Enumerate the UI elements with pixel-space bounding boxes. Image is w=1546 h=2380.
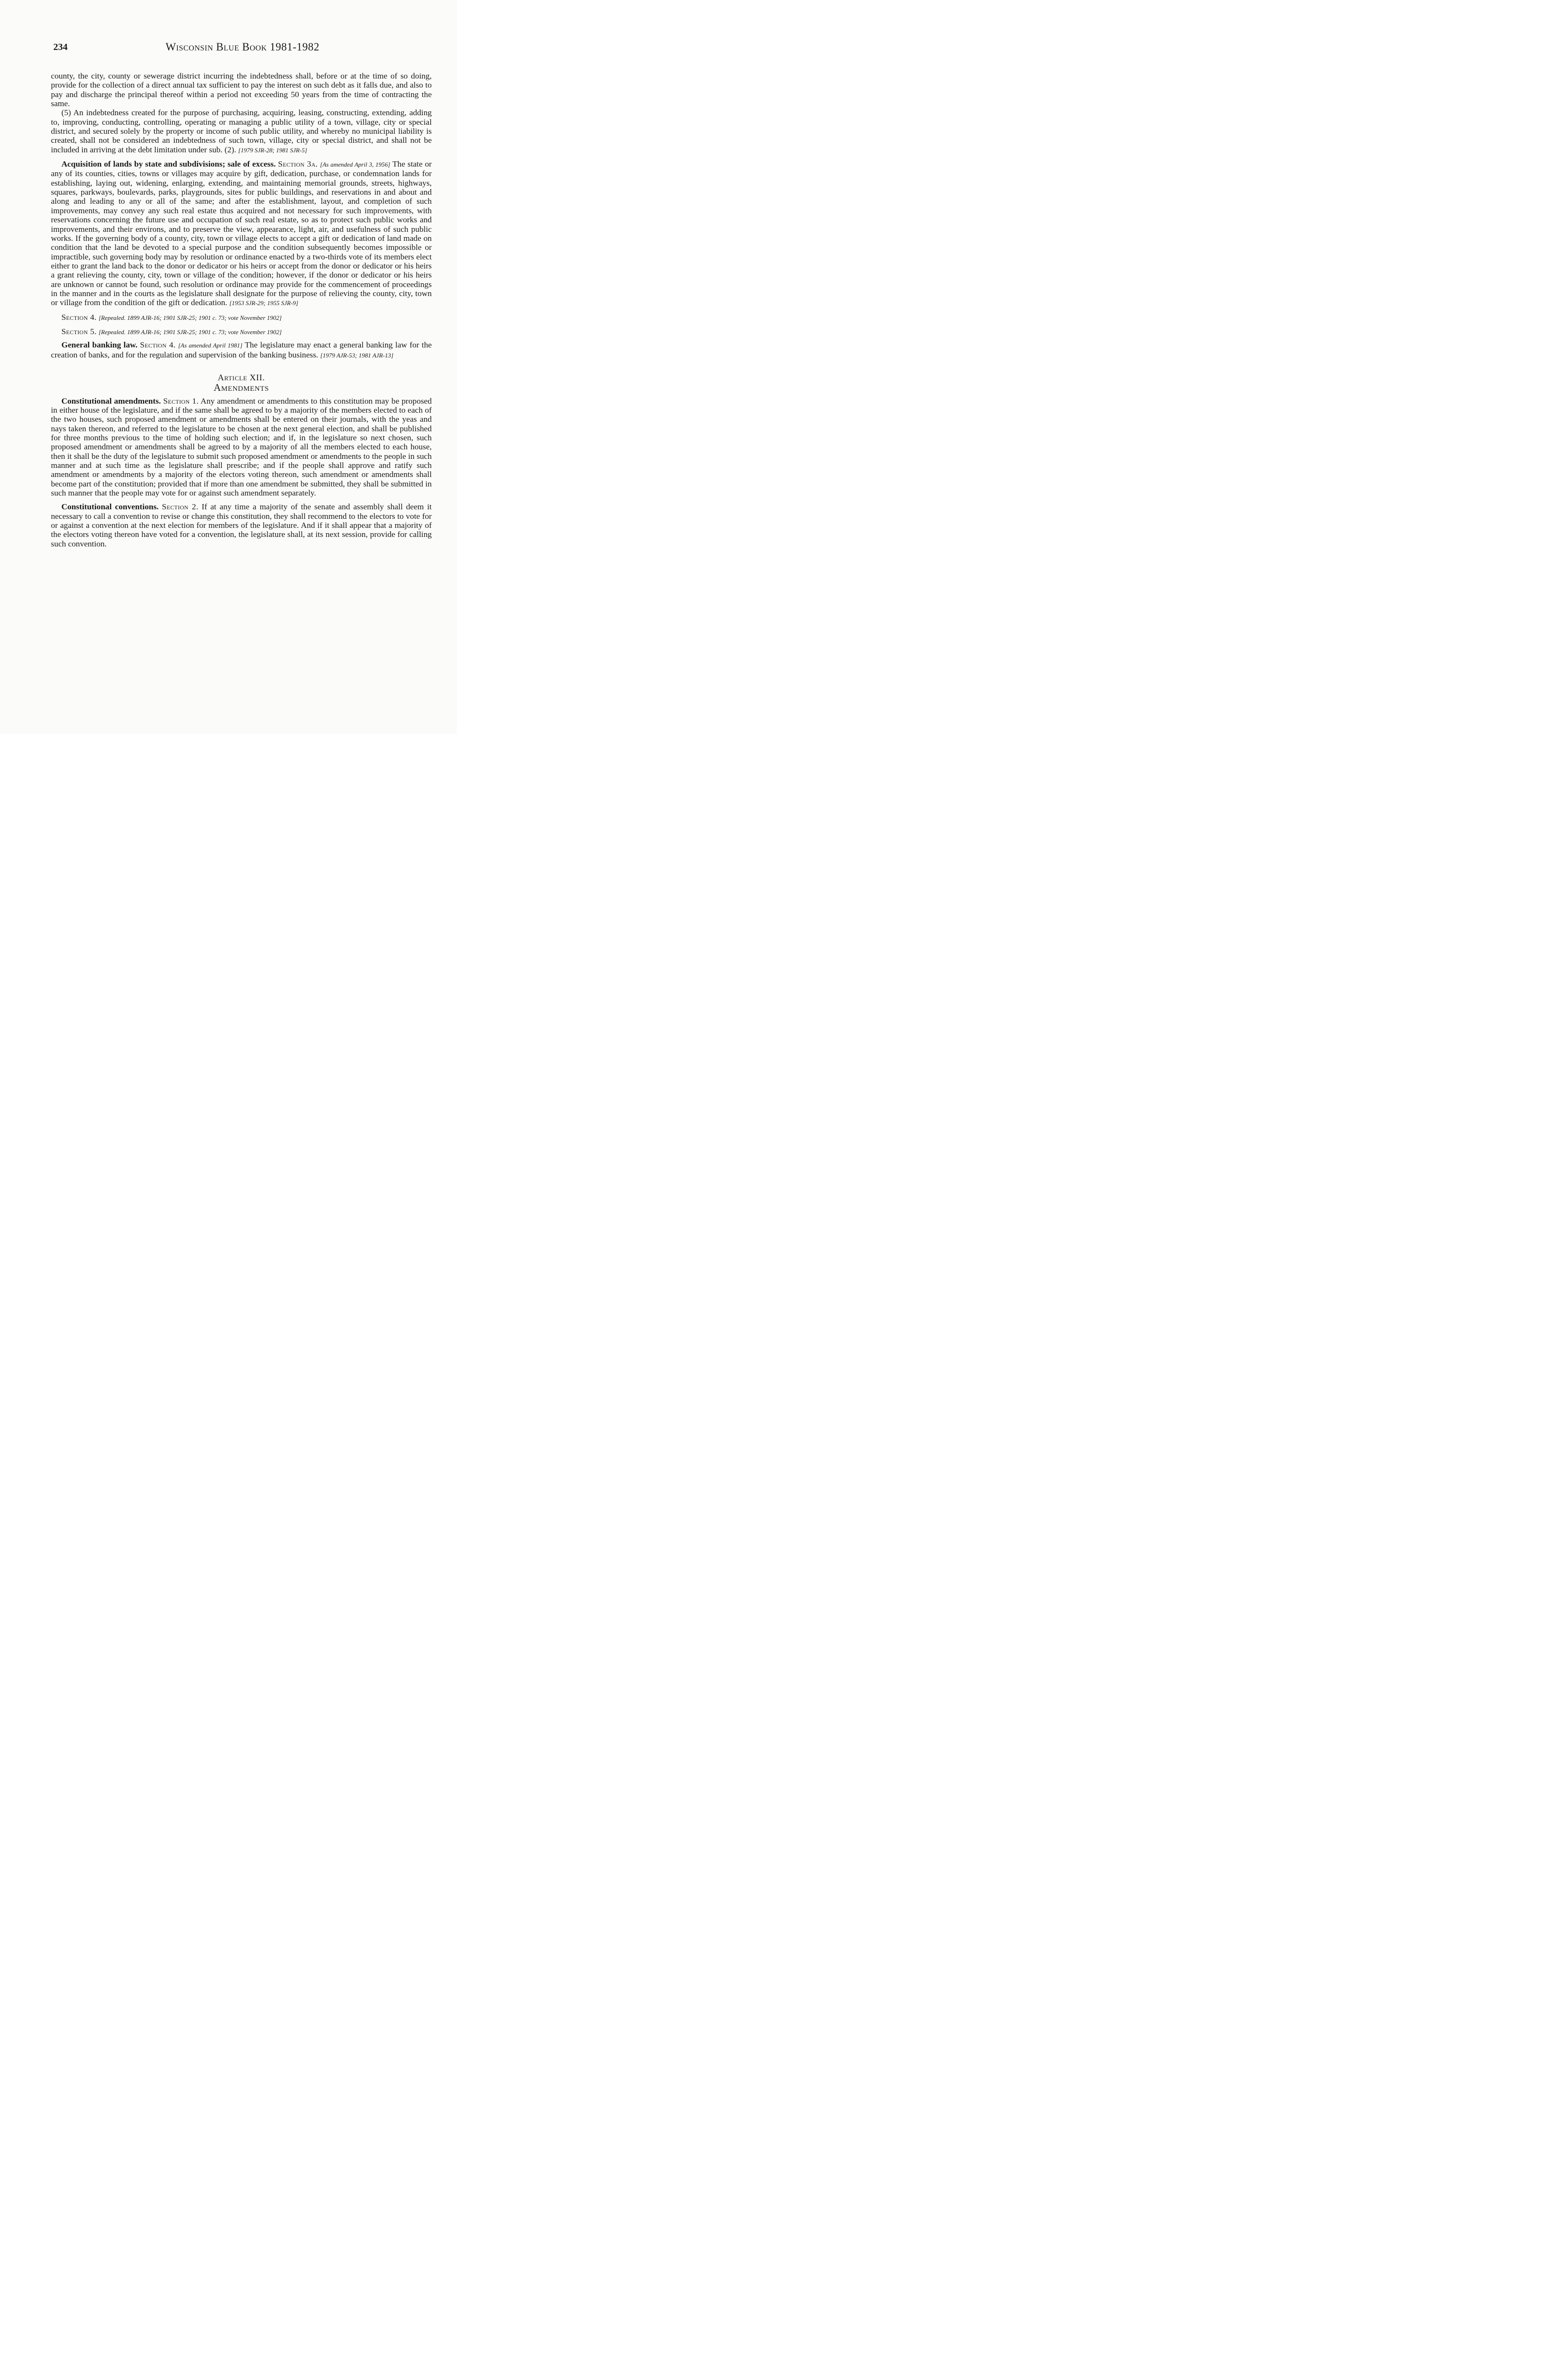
history-note: [Repealed. 1899 AJR-16; 1901 SJR-25; 1901 c. 73; vote November 1902] (99, 314, 282, 321)
paragraph-text: (5) An indebtedness created for the purpose of purchasing, acquiring, leasing, constructing, extending, adding to, improving, conducting, controlling, operating or managing a public utility of a town, village, city or special district, and secured solely by the property or income of such public utility, and whereby no municipal liability is created, shall not be considered an indebtedness of such town, village, city or special district, and shall not be included in arriving at the debt limitation under sub. (2). (51, 108, 432, 154)
section-heading: Acquisition of lands by state and subdivisions; sale of excess. (61, 159, 276, 169)
section-label: Section 4. (61, 312, 97, 322)
paragraph-text: county, the city, county or sewerage district incurring the indebtedness shall, before or at the time of so doing, provide for the collection of a direct annual tax sufficient to pay the interest on such debt as it falls due, and also to pay and discharge the principal thereof within a period not exceeding 50 years from the time of contracting the same. (51, 71, 432, 109)
section-label: Section 3a. (278, 159, 318, 169)
history-note: [1979 AJR-53; 1981 AJR-13] (320, 351, 394, 359)
section-label: Section 4. (140, 340, 176, 350)
section-heading: General banking law. (61, 340, 138, 350)
page-header (53, 41, 432, 57)
history-note: [1979 SJR-28; 1981 SJR-5] (238, 146, 307, 154)
section-label: Section 1. (163, 396, 199, 406)
paragraph-text: If at any time a majority of the senate and assembly shall deem it necessary to call a convention to revise or change this constitution, they shall recommend to the electors to vote for or against a convention at the next election for members of the legislature. And if it shall appear that a majority of the electors voting thereon have voted for a convention, the legislature shall, at its next session, provide for calling such convention. (51, 502, 432, 548)
amendment-note: [As amended April 1981] (178, 342, 243, 349)
paragraph-general-banking-law (51, 340, 432, 360)
paragraph-text: The state or any of its counties, cities, towns or villages may acquire by gift, dedication, purchase, or condemnation lands for establishing, laying out, widening, enlarging, extending, and maintaining memorial grounds, streets, highways, squares, parkways, boulevards, parks, playgrounds, sites for public buildings, and reservations in and about and along and leading to any or all of the same; and after the establishment, layout, and completion of such improvements, may convey any such real estate thus acquired and not necessary for such improvements, with reservations concerning the future use and occupation of such real estate, so as to protect such public works and improvements, and their environs, and to preserve the view, appearance, light, air, and usefulness of such public works. If the governing body of a county, city, town or village elects to accept a gift or dedication of land made on condition that the land be devoted to a special purpose and the condition subsequently becomes impossible or impractible, such governing body may by resolution or ordinance enacted by a two-thirds vote of its members elect either to grant the land back to the donor or dedicator or his heirs or accept from the donor or dedicator or his heirs a grant relieving the county, city, town or village of the condition; however, if the donor or dedicator or his heirs are unknown or cannot be found, such resolution or ordinance may provide for the commencement of proceedings in the manner and in the courts as the legislature shall designate for the purpose of relieving the county, city, town or village from the condition of the gift or dedication. (51, 159, 432, 307)
paragraph-continuation (51, 71, 432, 108)
page-number: 234 (53, 42, 68, 52)
amendment-note: [As amended April 3, 1956] (320, 161, 390, 169)
running-title: Wisconsin Blue Book 1981-1982 (165, 41, 320, 53)
article-title: Amendments (213, 382, 269, 394)
paragraph-subsection-5 (51, 108, 432, 155)
paragraph-text: The legislature may enact a general banking law for the creation of banks, and for the regulation and supervision of the banking business. (51, 340, 432, 359)
document-body (51, 71, 432, 548)
history-note: [1953 SJR-29; 1955 SJR-9] (229, 299, 298, 307)
article-number: Article XII. (218, 372, 265, 382)
section-label: Section 2. (162, 502, 198, 512)
paragraph-text: Any amendment or amendments to this constitution may be proposed in either house of the legislature, and if the same shall be agreed to by a majority of the members elected to each of the two houses, such proposed amendment or amendments shall be entered on their journals, with the yeas and nays taken thereon, and referred to the legislature to be chosen at the next general election, and shall be published for three months previous to the time of holding such election; and if, in the legislature so next chosen, such proposed amendment or amendments shall be agreed to by a majority of all the members elected to each house, then it shall be the duty of the legislature to submit such proposed amendment or amendments to the people in such manner and at such time as the legislature shall prescribe; and if the people shall approve and ratify such amendment or amendments by a majority of the electors voting thereon, such amendment or amendments shall become part of the constitution; provided that if more than one amendment be submitted, they shall be submitted in such manner that the people may vote for or against such amendment separately. (51, 396, 432, 498)
document-page (0, 0, 457, 734)
paragraph-constitutional-conventions (51, 502, 432, 548)
paragraph-section-5-repealed (51, 327, 432, 337)
section-heading: Constitutional amendments. (61, 396, 161, 406)
paragraph-section-4-repealed (51, 313, 432, 322)
paragraph-constitutional-amendments (51, 397, 432, 498)
paragraph-section-3a (51, 159, 432, 308)
history-note: [Repealed. 1899 AJR-16; 1901 SJR-25; 1901 c. 73; vote November 1902] (99, 328, 282, 336)
section-heading: Constitutional conventions. (61, 502, 159, 512)
section-label: Section 5. (61, 327, 97, 336)
